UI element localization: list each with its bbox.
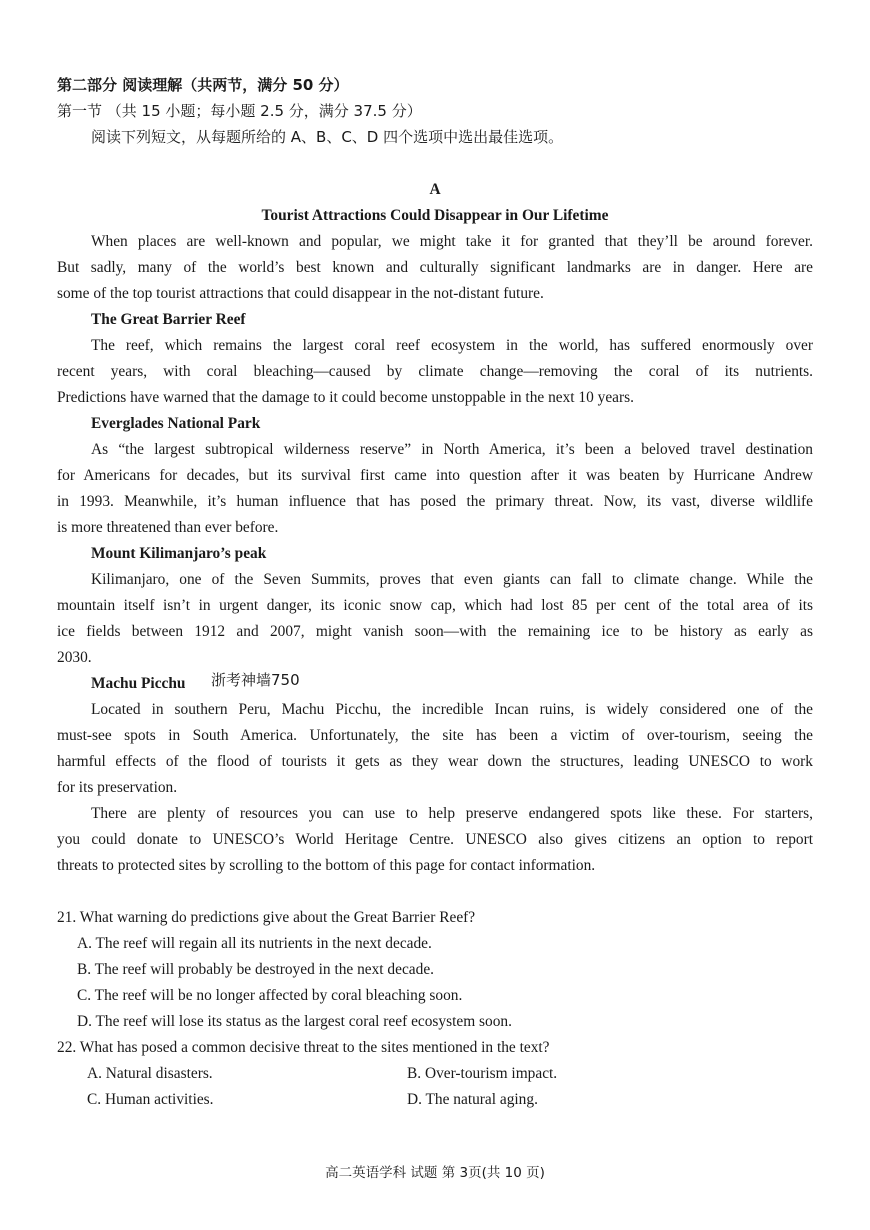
section-heading: Mount Kilimanjaro’s peak xyxy=(91,545,267,562)
closing-line: threats to protected sites by scrolling to the bottom of this page for contact information. xyxy=(57,857,596,874)
question-option[interactable]: D. The natural aging. xyxy=(407,1091,538,1108)
question-stem: 21. What warning do predictions give about the Great Barrier Reef? xyxy=(57,909,476,926)
section-heading: Everglades National Park xyxy=(91,415,261,432)
section-line: mountain itself isn’t in urgent danger, its iconic snow cap, which had lost 85 per cent of the total area of its xyxy=(57,597,813,614)
section-title: 第一节 （共 15 小题；每小题 2.5 分，满分 37.5 分） xyxy=(57,102,422,120)
section-line: must-see spots in South America. Unfortunately, the site has been a victim of over-tourism, seeing the xyxy=(57,727,813,744)
question-option[interactable]: C. The reef will be no longer affected by coral bleaching soon. xyxy=(77,987,463,1004)
section-line: in 1993. Meanwhile, it’s human influence that has posed the primary threat. Now, its vast, diverse wildlife xyxy=(57,493,813,510)
passage-title: Tourist Attractions Could Disappear in Our Lifetime xyxy=(261,207,609,224)
section-line: Located in southern Peru, Machu Picchu, the incredible Incan ruins, is widely considered one of the xyxy=(91,701,813,718)
instructions: 阅读下列短文，从每题所给的 A、B、C、D 四个选项中选出最佳选项。 xyxy=(91,128,564,146)
intro-line: some of the top tourist attractions that could disappear in the not-distant future. xyxy=(57,285,544,302)
closing-line: you could donate to UNESCO’s World Heritage Centre. UNESCO also gives citizens an option to report xyxy=(57,831,813,848)
intro-line: But sadly, many of the world’s best known and culturally significant landmarks are in danger. Here are xyxy=(57,259,813,276)
question-option[interactable]: D. The reef will lose its status as the largest coral reef ecosystem soon. xyxy=(77,1013,512,1030)
watermark-text: 浙考神墙750 xyxy=(211,671,300,689)
passage-letter: A xyxy=(429,181,441,198)
section-line: Kilimanjaro, one of the Seven Summits, proves that even giants can fall to climate change. While the xyxy=(91,571,813,588)
part-title: 第二部分 阅读理解（共两节，满分 50 分） xyxy=(57,76,349,94)
section-line: ice fields between 1912 and 2007, might vanish soon—with the remaining ice to be history as early as xyxy=(57,623,813,640)
section-line: for its preservation. xyxy=(57,779,178,796)
question-option[interactable]: A. Natural disasters. xyxy=(87,1065,213,1082)
section-line: is more threatened than ever before. xyxy=(57,519,279,536)
page-footer: 高二英语学科 试题 第 3页(共 10 页) xyxy=(325,1165,545,1181)
section-line: 2030. xyxy=(57,649,92,666)
question-option[interactable]: A. The reef will regain all its nutrients in the next decade. xyxy=(77,935,432,952)
question-option[interactable]: B. Over-tourism impact. xyxy=(407,1065,558,1082)
section-line: As “the largest subtropical wilderness reserve” in North America, it’s been a beloved travel destination xyxy=(91,441,813,458)
section-line: for Americans for decades, but its survival first came into question after it was beaten by Hurricane Andrew xyxy=(57,467,813,484)
section-line: Predictions have warned that the damage to it could become unstoppable in the next 10 years. xyxy=(57,389,634,406)
section-heading: Machu Picchu xyxy=(91,675,186,692)
question-stem: 22. What has posed a common decisive threat to the sites mentioned in the text? xyxy=(57,1039,550,1056)
question-option[interactable]: B. The reef will probably be destroyed in the next decade. xyxy=(77,961,434,978)
intro-line: When places are well-known and popular, we might take it for granted that they’ll be around forever. xyxy=(91,233,813,250)
section-heading: The Great Barrier Reef xyxy=(91,311,246,328)
section-line: recent years, with coral bleaching—caused by climate change—removing the coral of its nutrients. xyxy=(57,363,813,380)
closing-line: There are plenty of resources you can use to help preserve endangered spots like these. For starters, xyxy=(91,805,813,822)
question-option[interactable]: C. Human activities. xyxy=(87,1091,214,1108)
section-line: The reef, which remains the largest coral reef ecosystem in the world, has suffered enormously over xyxy=(91,337,813,354)
section-line: harmful effects of the flood of tourists it gets as they wear down the structures, leading UNESCO to work xyxy=(57,753,813,770)
